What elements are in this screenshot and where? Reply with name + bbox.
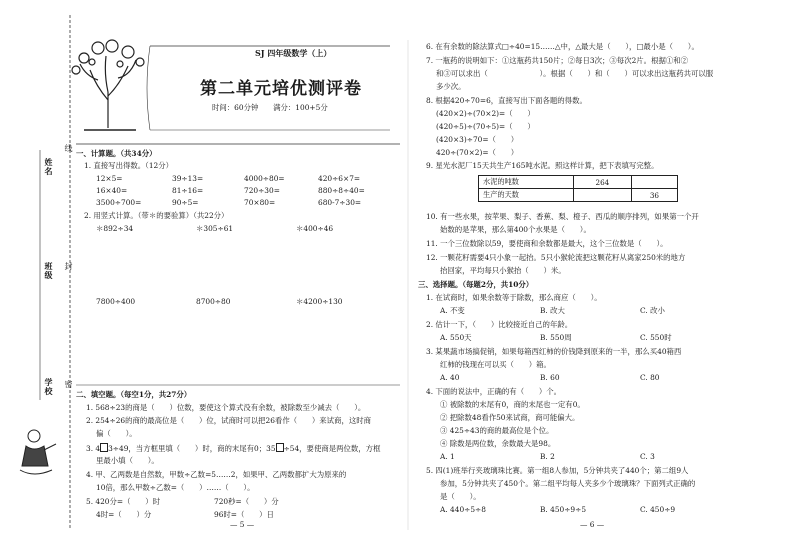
fill-q4-line2: 10倍，那么甲数÷乙数=（ ）……（ ）。 (96, 483, 255, 492)
time-score: 时间：60分钟 满分：100+5分 (212, 103, 328, 112)
fill-q8-item: (420×2)÷(70×2)=（ ） (436, 109, 535, 118)
calc-item: 81÷16= (172, 186, 204, 195)
section-1-title: 一、计算题。（共34分） (76, 149, 157, 158)
q1-title: 1. 直接写出得数。（12分） (84, 161, 174, 170)
table-row (479, 176, 678, 189)
choice-q5-line2: 参加，5分钟共夹了450个。第二组平均每人夹多少个玻璃珠？下面列式正确的 (440, 479, 696, 488)
fill-q4-line1: 4. 甲、乙两数是自然数，甲数÷乙数=5……2，如果甲、乙两数都扩大为原来的 (86, 470, 347, 479)
choice-q4: 4. 下面的说法中，正确的有（ ）个。 (426, 387, 562, 396)
choice-option[interactable]: C. 450÷9 (640, 505, 676, 514)
vertical-calc-item: ＊4200÷130 (296, 297, 343, 306)
choice-q4-statement: ③ 425÷43的商的最高位是个位。 (440, 426, 554, 435)
fill-q7-line1: 7. 一瓶药的说明如下：①这瓶药共150片；②每日3次；③每次2片。根据①和② (426, 56, 689, 65)
fill-q8-item: 420÷(70×2)=（ ） (436, 148, 519, 157)
fill-q11: 11. 一个三位数除以59，要使商和余数都是最大，这个三位数是（ ）。 (426, 239, 668, 248)
calc-item: 39÷13= (172, 174, 204, 183)
fill-q3-line2: 里最小填（ ）。 (96, 456, 159, 465)
table-cell: 264 (574, 176, 632, 189)
fill-q7-line3: 多少次。 (436, 82, 466, 91)
calc-item: 680-7÷30= (318, 198, 362, 207)
table-cell[interactable] (574, 189, 632, 202)
choice-option[interactable]: C. 550时 (640, 333, 672, 342)
section-2-title: 二、填空题。（每空1分，共27分） (76, 390, 192, 399)
fill-q5-item: 5. 420分=（ ）时 (86, 497, 161, 506)
fill-q8-item: (420÷5)÷(70÷5)=（ ） (436, 122, 535, 131)
calc-item: 90÷5= (172, 198, 199, 207)
cut-word-line: 线 (64, 144, 73, 153)
choice-option[interactable]: C. 3 (640, 452, 655, 461)
choice-q5-line1: 5. 四(1)班举行夹玻璃珠比赛。第一组8人参加，5分钟共夹了440个；第二组9人 (426, 466, 689, 475)
calc-item: 70×80= (244, 198, 276, 207)
name-label: 姓名 (44, 158, 54, 176)
choice-q4-statement: ① 被除数的末尾有0，商的末尾也一定有0。 (440, 400, 585, 409)
choice-option[interactable]: C. 改小 (640, 306, 665, 315)
q2-title: 2. 用竖式计算。（带＊的要验算）（共22分） (84, 211, 229, 220)
choice-q4-statement: ④ 除数是两位数，余数最大是98。 (440, 439, 556, 448)
fill-q3-line1: 3. 4 3÷49，当方框里填（ ）时，商的末尾有0；35 ÷54，要使商是两位数，方框 (86, 444, 381, 453)
table-cell[interactable] (631, 176, 677, 189)
production-table (478, 175, 678, 202)
fill-q2-line2: 偏（ ）。 (96, 429, 137, 438)
section-3-title: 三、选择题。（每题2分，共10分） (418, 280, 534, 289)
vertical-calc-item: ＊892÷34 (96, 224, 134, 233)
fill-q5-item: 96时=（ ）日 (214, 510, 274, 519)
fill-q12-line2: 抬回家，平均每只小猴抬（ ）米。 (440, 266, 566, 275)
tree-illustration (72, 40, 144, 130)
fill-q7-line2: 和③可以求出（ ）。根据（ ）和（ ）可以求出这瓶药共可以服 (436, 69, 714, 78)
fill-q1: 1. 568÷23的商是（ ）位数，要使这个算式没有余数，被除数至少减去（ ）。 (86, 403, 366, 412)
calc-item: 3500÷700= (96, 198, 142, 207)
vertical-calc-item: ＊400÷46 (296, 224, 334, 233)
choice-q3-line1: 3. 某果蔬市场搞促销，如果每箱西红柿的价钱降到原来的一半，那么买40箱西 (426, 347, 682, 356)
fill-q10-line2: 始数的是苹果，那么第400个水果是（ ）。 (440, 225, 591, 234)
calc-item: 4000÷80= (244, 174, 285, 183)
page-title: 第二单元培优测评卷 (200, 79, 362, 99)
fill-q2-line1: 2. 254÷26的商的最高位是（ ）位，试商时可以把26看作（ ）来试商，这时商 (86, 416, 372, 425)
choice-option[interactable]: C. 80 (640, 373, 660, 382)
choice-option[interactable]: B. 60 (540, 373, 560, 382)
choice-q3-line2: 红柿的钱现在可以买（ ）箱。 (440, 360, 551, 369)
choice-option[interactable]: A. 440÷5÷8 (440, 505, 486, 514)
page-number-left: — 5 — (230, 520, 255, 529)
choice-option[interactable]: B. 450÷9÷5 (540, 505, 587, 514)
calc-item: 420÷6×7= (318, 174, 361, 183)
choice-option[interactable]: A. 550天 (440, 333, 472, 342)
vertical-calc-item: 7800÷400 (96, 297, 136, 306)
class-label: 班级 (44, 262, 54, 280)
fill-q6: 6. 在有余数的除法算式□÷40=15……△中，△最大是（ ），□最小是（ ）。 (426, 42, 699, 51)
choice-option[interactable]: B. 改大 (540, 306, 565, 315)
series-label: SJ 四年级数学（上） (255, 48, 332, 58)
school-label: 学校 (44, 378, 54, 396)
kid-illustration (20, 430, 56, 474)
calc-item: 720÷30= (244, 186, 280, 195)
calc-item: 880÷8÷40= (318, 186, 365, 195)
fill-q12-line1: 12. 一颗花籽需要4只小象一起抬。5只小猴轮流把这颗花籽从离家250米的地方 (426, 253, 686, 262)
choice-option[interactable]: A. 1 (440, 452, 455, 461)
choice-option[interactable]: B. 2 (540, 452, 555, 461)
fill-q9: 9. 星光水泥厂15天共生产165吨水泥。照这样计算，把下表填写完整。 (426, 161, 659, 170)
fill-q5-item: 720秒=（ ）分 (214, 497, 279, 506)
table-row (479, 189, 678, 202)
fill-q5-item: 4时=（ ）分 (96, 510, 152, 519)
choice-q1: 1. 在试商时，如果余数等于除数，那么商应（ ）。 (426, 293, 602, 302)
table-cell: 36 (631, 189, 677, 202)
choice-q5-line3: 是（ ）。 (440, 492, 481, 501)
choice-option[interactable]: A. 不变 (440, 306, 465, 315)
fill-q8-item: (420×3)÷70=（ ） (436, 135, 519, 144)
table-header-cell: 生产的天数 (479, 189, 574, 202)
choice-q4-statement: ② 把除数48看作50来试商，商可能偏大。 (440, 413, 580, 422)
table-header-cell: 水泥的吨数 (479, 176, 574, 189)
choice-option[interactable]: B. 550周 (540, 333, 572, 342)
cut-word-seal: 封 (64, 262, 73, 271)
choice-option[interactable]: A. 40 (440, 373, 460, 382)
blank-box (276, 443, 284, 452)
fill-q10-line1: 10. 有一些水果，按苹果、梨子、香蕉、梨、橙子、西瓜的顺序排列，如果第一个开 (426, 212, 699, 221)
blank-box (100, 443, 108, 452)
page-number-right: — 6 — (580, 520, 605, 529)
cut-word-secret: 密 (64, 380, 73, 389)
choice-q2: 2. 估计一下，（ ）比较接近自己的年龄。 (426, 320, 573, 329)
calc-item: 12×5= (96, 174, 123, 183)
vertical-calc-item: 8700÷80 (196, 297, 231, 306)
vertical-calc-item: ＊305÷61 (196, 224, 234, 233)
fill-q8: 8. 根据420÷70=6，直接写出下面各题的得数。 (426, 96, 587, 105)
calc-item: 16×40= (96, 186, 128, 195)
